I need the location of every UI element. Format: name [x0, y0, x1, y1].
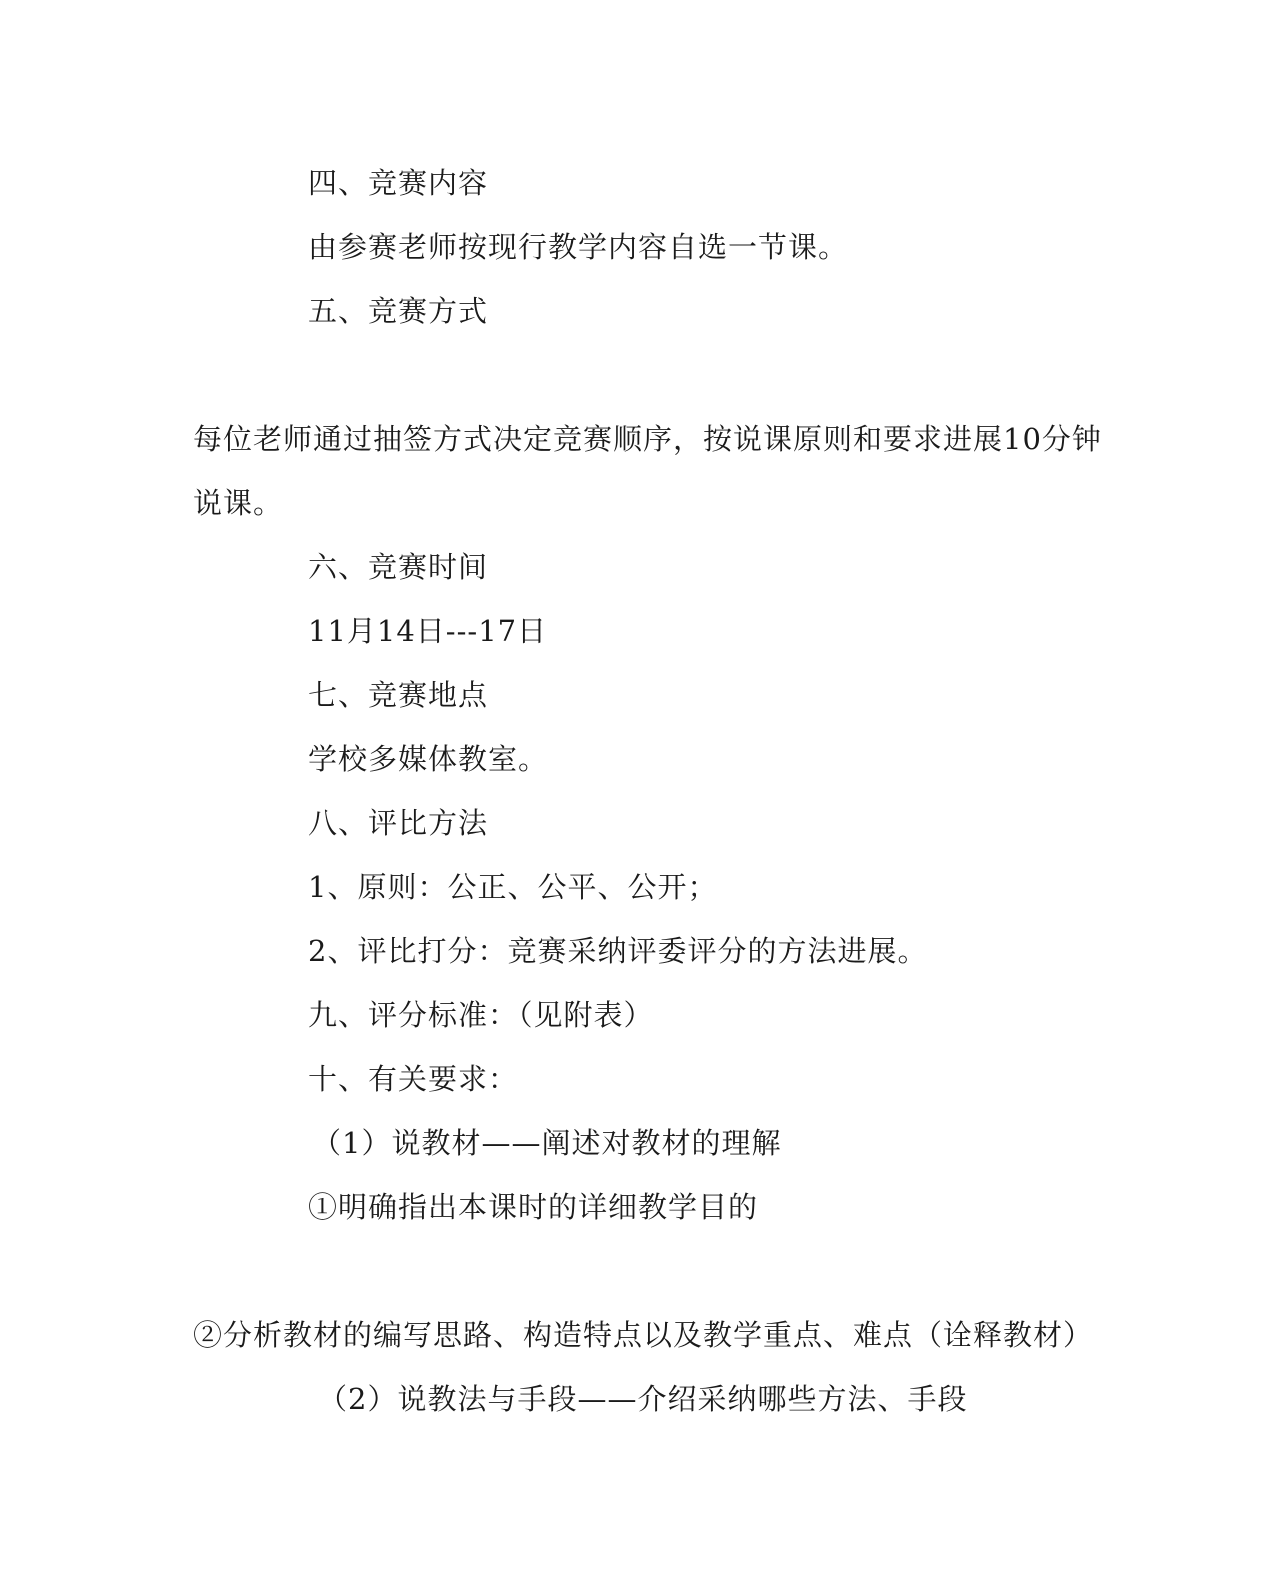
requirement-textbook: （1）说教材——阐述对教材的理解 [312, 1126, 782, 1160]
list-item-principle: 1、原则：公正、公平、公开； [308, 870, 718, 904]
section-heading-method: 五、竞赛方式 [308, 294, 489, 328]
paragraph-time: 11月14日---17日 [308, 614, 548, 648]
section-heading-time: 六、竞赛时间 [308, 550, 489, 584]
requirement-textbook-item-2: ②分析教材的编写思路、构造特点以及教学重点、难点（诠释教材） [193, 1318, 1094, 1352]
list-item-scoring: 2、评比打分：竞赛采纳评委评分的方法进展。 [308, 934, 928, 968]
paragraph-content: 由参赛老师按现行教学内容自选一节课。 [308, 230, 849, 264]
section-heading-criteria: 九、评分标准：（见附表） [308, 998, 654, 1032]
section-heading-evaluation: 八、评比方法 [308, 806, 489, 840]
requirement-textbook-item-1: ①明确指出本课时的详细教学目的 [308, 1190, 759, 1224]
paragraph-method-line-1: 每位老师通过抽签方式决定竞赛顺序，按说课原则和要求进展10分钟 [193, 422, 1102, 456]
section-heading-content: 四、竞赛内容 [308, 166, 489, 200]
section-heading-location: 七、竞赛地点 [308, 678, 489, 712]
paragraph-method-line-2: 说课。 [193, 486, 284, 520]
section-heading-requirements: 十、有关要求： [308, 1062, 519, 1096]
paragraph-location: 学校多媒体教室。 [308, 742, 549, 776]
requirement-methods: （2）说教法与手段——介绍采纳哪些方法、手段 [318, 1382, 968, 1416]
